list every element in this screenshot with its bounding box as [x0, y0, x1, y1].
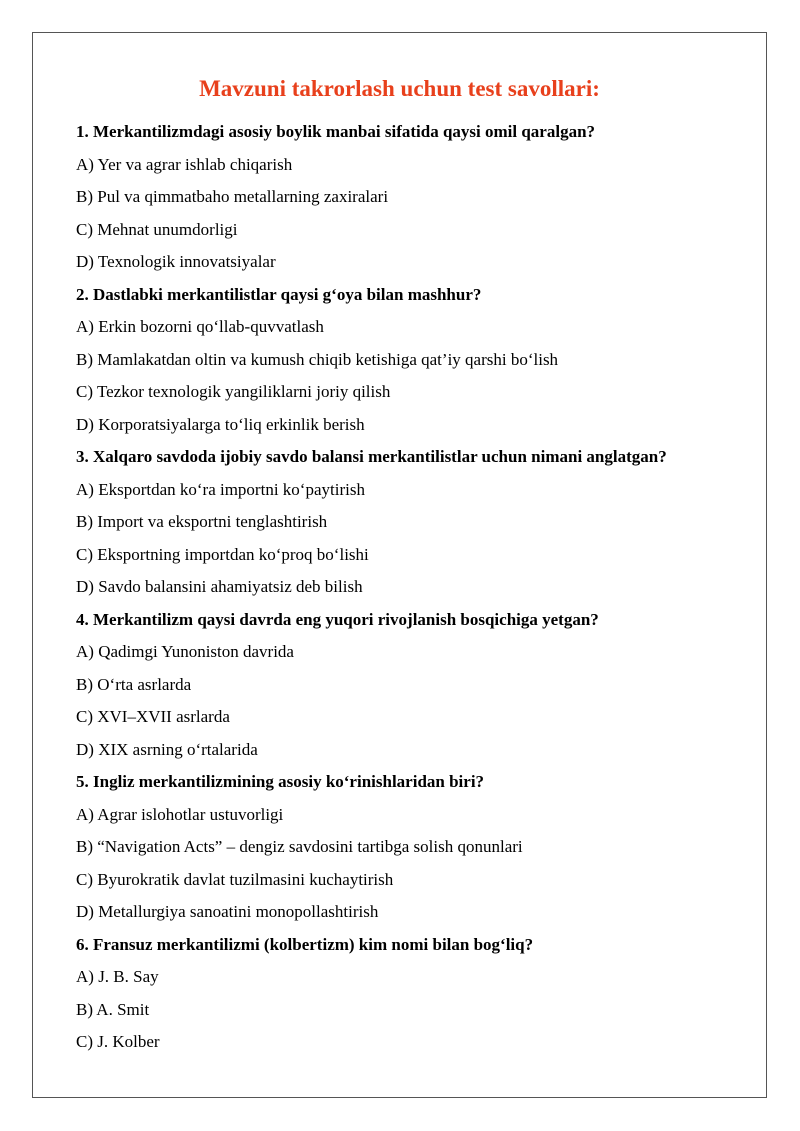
- option-1b: B) Pul va qimmatbaho metallarning zaxiralari: [76, 187, 389, 206]
- option-2c: C) Tezkor texnologik yangiliklarni joriy qilish: [76, 382, 391, 401]
- option-6c: C) J. Kolber: [76, 1032, 160, 1051]
- question-3: 3. Xalqaro savdoda ijobiy savdo balansi merkantilistlar uchun nimani anglatgan?: [76, 447, 667, 466]
- option-3b: B) Import va eksportni tenglashtirish: [76, 512, 328, 531]
- question-5: 5. Ingliz merkantilizmining asosiy ko‘rinishlaridan biri?: [76, 772, 485, 791]
- option-4d: D) XIX asrning o‘rtalarida: [76, 739, 258, 759]
- option-2a: A) Erkin bozorni qo‘llab-quvvatlash: [76, 317, 324, 336]
- question-6: 6. Fransuz merkantilizmi (kolbertizm) kim nomi bilan bog‘liq?: [76, 934, 534, 954]
- option-5b: B) “Navigation Acts” – dengiz savdosini tartibga solish qonunlari: [76, 837, 523, 856]
- option-4a: A) Qadimgi Yunoniston davrida: [76, 642, 294, 661]
- option-3a: A) Eksportdan ko‘ra importni ko‘paytirish: [76, 479, 365, 499]
- option-2d: D) Korporatsiyalarga to‘liq erkinlik berish: [76, 414, 365, 434]
- question-list: [76, 116, 756, 1059]
- option-4b: B) O‘rta asrlarda: [76, 674, 192, 694]
- option-6a: A) J. B. Say: [76, 967, 159, 986]
- option-1a: A) Yer va agrar ishlab chiqarish: [76, 154, 293, 174]
- option-5d: D) Metallurgiya sanoatini monopollashtirish: [76, 902, 379, 921]
- option-2b: B) Mamlakatdan oltin va kumush chiqib ketishiga qat’iy qarshi bo‘lish: [76, 349, 559, 369]
- option-5a: A) Agrar islohotlar ustuvorligi: [76, 804, 284, 824]
- option-3c: C) Eksportning importdan ko‘proq bo‘lishi: [76, 544, 369, 564]
- question-4: 4. Merkantilizm qaysi davrda eng yuqori rivojlanish bosqichiga yetgan?: [76, 609, 599, 629]
- option-1c: C) Mehnat unumdorligi: [76, 219, 238, 239]
- option-6b: B) A. Smit: [76, 999, 150, 1019]
- page-title: Mavzuni takrorlash uchun test savollari:: [199, 76, 600, 101]
- option-4c: C) XVI–XVII asrlarda: [76, 707, 230, 726]
- question-1: 1. Merkantilizmdagi asosiy boylik manbai sifatida qaysi omil qaralgan?: [76, 122, 596, 141]
- option-1d: D) Texnologik innovatsiyalar: [76, 252, 276, 271]
- option-5c: C) Byurokratik davlat tuzilmasini kuchaytirish: [76, 869, 394, 889]
- question-2: 2. Dastlabki merkantilistlar qaysi g‘oya bilan mashhur?: [76, 284, 482, 304]
- option-3d: D) Savdo balansini ahamiyatsiz deb bilish: [76, 577, 363, 596]
